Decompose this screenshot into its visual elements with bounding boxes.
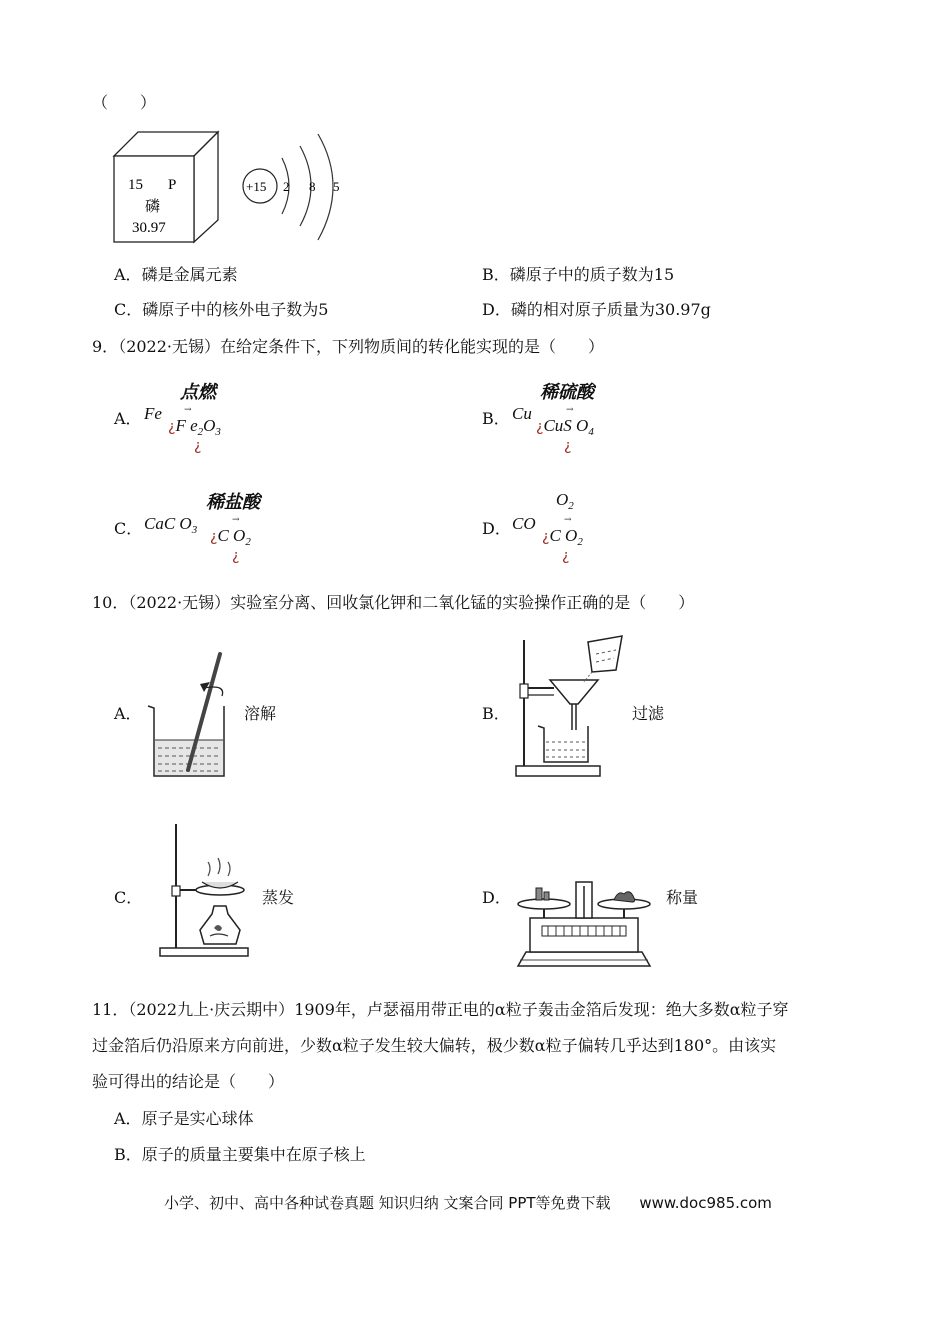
arrow: → — [566, 405, 574, 415]
question-text: 在给定条件下，下列物质间的转化能实现的是（ ） — [220, 337, 605, 356]
option-letter: B． — [114, 1145, 142, 1164]
arrow: → — [232, 515, 240, 525]
option-letter: C． — [114, 519, 143, 538]
question-number: 11． — [92, 1000, 129, 1019]
q8-option-d[interactable] — [482, 299, 711, 321]
option-letter: A． — [114, 265, 142, 284]
broken-glyph: ¿ — [168, 419, 176, 435]
q8-option-c[interactable] — [114, 299, 328, 321]
q11-line-2: 过金箔后仍沿原来方向前进，少数α粒子发生较大偏转，极少数α粒子偏转几乎达到180°。由该实 — [92, 1036, 777, 1055]
nucleus-charge: +15 — [246, 179, 267, 194]
option-text: 磷原子中的质子数为15 — [509, 265, 675, 284]
footer — [164, 1192, 772, 1213]
shell-count-3: 5 — [333, 179, 340, 194]
broken-glyph: ¿ — [536, 419, 544, 435]
option-letter: D． — [482, 519, 511, 538]
reactant: Fe — [144, 404, 162, 423]
q11-option-b[interactable] — [114, 1144, 366, 1166]
question-source: （2022九上·庆云期中） — [128, 1000, 295, 1019]
shell-count-1: 2 — [283, 179, 290, 194]
reaction-condition: 稀盐酸 — [206, 492, 260, 513]
element-mass: 30.97 — [132, 220, 166, 236]
q10-stem — [92, 592, 694, 614]
broken-glyph: ¿ — [562, 548, 570, 564]
q8-option-a[interactable] — [114, 264, 238, 286]
q10-option-c-label: 蒸发 — [262, 888, 295, 907]
dissolving-apparatus-icon — [140, 648, 240, 780]
broken-glyph: ¿ — [194, 438, 202, 454]
option-text: 磷的相对原子质量为30.97g — [510, 300, 711, 319]
footer-text: 小学、初中、高中各种试卷真题 知识归纳 文案合同 PPT等免费下载 — [164, 1194, 611, 1212]
footer-site-link[interactable]: www.doc985.com — [639, 1194, 772, 1212]
question-source: （2022·无锡） — [128, 593, 231, 612]
q10-option-c-letter[interactable]: C． — [114, 888, 143, 907]
q11-option-a[interactable] — [114, 1108, 254, 1130]
broken-glyph: ¿ — [564, 438, 572, 454]
broken-glyph: ¿ — [210, 529, 218, 545]
answer-paren: （ ） — [92, 93, 157, 112]
q10-option-b-label: 过滤 — [632, 704, 665, 723]
broken-glyph: ¿ — [232, 548, 240, 564]
reaction-condition: 稀硫酸 — [540, 382, 594, 403]
q11-stem — [92, 994, 852, 1098]
option-text: 原子是实心球体 — [141, 1109, 254, 1128]
element-symbol: P — [168, 177, 177, 193]
option-letter: A． — [114, 409, 142, 428]
reactant: CaC $O_3$ — [144, 514, 198, 537]
option-letter: B． — [482, 265, 510, 284]
shell-count-2: 8 — [309, 179, 316, 194]
reactant: Cu — [512, 404, 532, 423]
option-text: 原子的质量主要集中在原子核上 — [141, 1145, 366, 1164]
q9-option-d[interactable] — [482, 488, 682, 568]
product: ¿F $e_2O_3$ — [168, 416, 221, 439]
filtration-apparatus-icon — [510, 630, 630, 780]
product: ¿C $O_2$ — [210, 526, 251, 549]
question-source: （2022·无锡） — [118, 337, 220, 356]
product: ¿C $O_2$ — [542, 526, 583, 549]
arrow: → — [564, 515, 572, 525]
arrow: → — [184, 405, 192, 415]
reactant: CO — [512, 514, 536, 533]
element-name: 磷 — [145, 197, 161, 215]
reaction-condition: 点燃 — [180, 382, 216, 403]
option-letter: D． — [482, 300, 511, 319]
atom-structure-diagram — [243, 134, 340, 240]
q11-line-1 — [92, 994, 852, 1026]
option-letter: B． — [482, 409, 510, 428]
q10-option-d-label: 称量 — [666, 888, 699, 907]
q10-option-a-label: 溶解 — [244, 704, 277, 723]
question-number: 10． — [92, 593, 129, 612]
q9-option-a[interactable] — [114, 378, 314, 458]
product: ¿CuS $O_4$ — [536, 416, 594, 439]
q11-line-3: 验可得出的结论是（ ） — [92, 1072, 285, 1091]
evaporation-apparatus-icon — [156, 820, 256, 960]
option-text: 磷原子中的核外电子数为5 — [142, 300, 329, 319]
q8-option-b[interactable] — [482, 264, 674, 286]
balance-scale-icon — [514, 874, 654, 970]
option-text: 磷是金属元素 — [141, 265, 238, 284]
q9-option-c[interactable] — [114, 488, 314, 568]
q9-option-b[interactable] — [482, 378, 682, 458]
q10-option-d-letter[interactable]: D． — [482, 888, 511, 907]
q10-option-b-letter[interactable]: B． — [482, 704, 510, 723]
option-letter: A． — [114, 1109, 142, 1128]
question-text: 1909年，卢瑟福用带正电的α粒子轰击金箔后发现：绝大多数α粒子穿 — [294, 1000, 789, 1019]
broken-glyph: ¿ — [542, 529, 550, 545]
electron-shell-3 — [318, 134, 333, 240]
question-number: 9． — [92, 337, 119, 356]
q10-option-a-letter[interactable]: A． — [114, 704, 142, 723]
question-text: 实验室分离、回收氯化钾和二氧化锰的实验操作正确的是（ ） — [230, 593, 695, 612]
reaction-condition: $O_2$ — [556, 490, 574, 513]
element-number: 15 — [128, 177, 143, 193]
option-letter: C． — [114, 300, 143, 319]
q9-stem — [92, 336, 604, 358]
phosphorus-figure — [110, 128, 360, 248]
